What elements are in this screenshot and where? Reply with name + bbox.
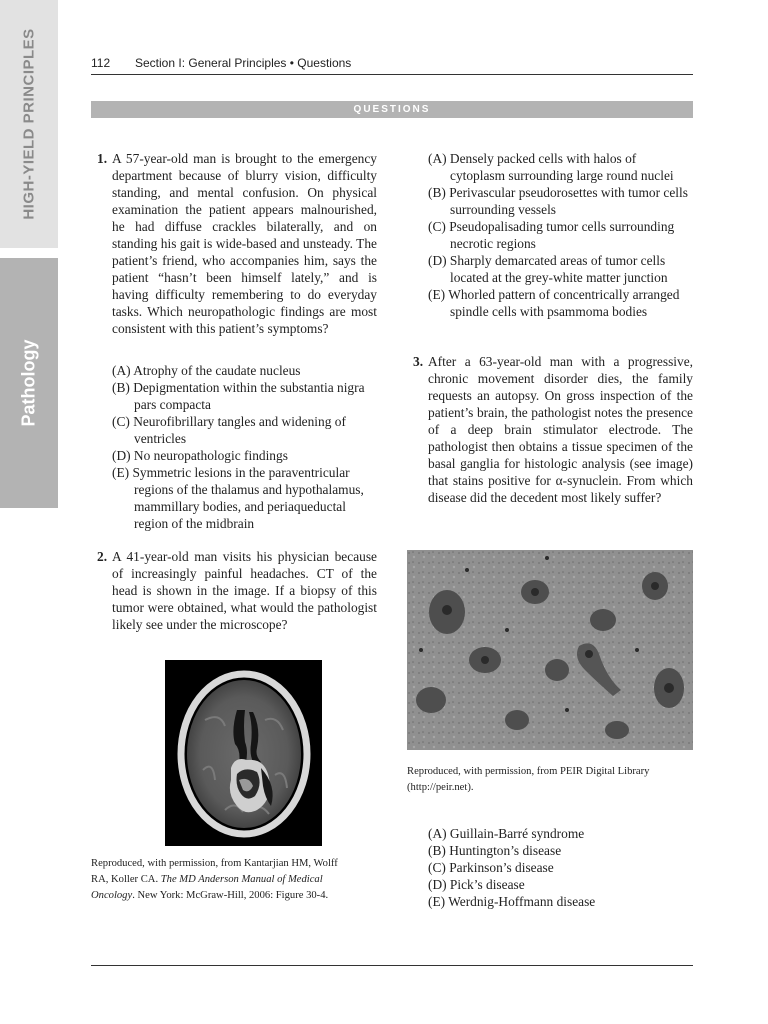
option-b[interactable]: (B) Depigmentation within the substantia nigra pars compacta — [112, 380, 365, 412]
questions-banner: QUESTIONS — [91, 101, 693, 118]
side-tab-label: Pathology — [18, 339, 39, 427]
question-stem: After a 63-year-old man with a progressive, chronic movement disorder dies, the family requests an autopsy. On gross inspection of the patient’s brain, the pathologist notes the presence of a deep brain stimulator electrode. The pathologist then obtains a tissue specimen of the basal ganglia for histologic analysis (see image) that stains positive for α-synuclein. From which disease did the decedent most likely suffer? — [428, 354, 693, 505]
option-d[interactable]: (D) Pick’s disease — [428, 877, 525, 892]
running-header — [91, 55, 693, 75]
ct-image-caption: Reproduced, with permission, from Kantarjian HM, Wolff RA, Koller CA. The MD Anderson Manual of Medical Oncology. New York: McGraw-Hill, 2006: Figure 30-4. — [91, 858, 338, 901]
book-title: The MD Anderson Manual of Medical Oncology — [91, 874, 323, 901]
side-tab-label: HIGH-YIELD PRINCIPLES — [20, 28, 38, 220]
option-e[interactable]: (E) Symmetric lesions in the paraventricular regions of the thalamus and hypothalamus, mammillary bodies, and periaqueductal region of the midbrain — [112, 465, 364, 531]
option-b[interactable]: (B) Perivascular pseudorosettes with tumor cells surrounding vessels — [428, 185, 688, 217]
question-number: 3. — [413, 354, 424, 369]
option-b[interactable]: (B) Huntington’s disease — [428, 843, 562, 858]
option-c[interactable]: (C) Parkinson’s disease — [428, 860, 554, 875]
neuron-micrograph-drawing — [407, 550, 693, 750]
answer-options — [112, 362, 377, 532]
question-number: 2. — [97, 549, 108, 564]
option-a[interactable]: (A) Atrophy of the caudate nucleus — [112, 363, 301, 378]
page-number: 112 — [91, 56, 111, 70]
option-c[interactable]: (C) Pseudopalisading tumor cells surrounding necrotic regions — [428, 219, 675, 251]
answer-options — [428, 825, 693, 910]
option-c[interactable]: (C) Neurofibrillary tangles and widening of ventricles — [112, 414, 346, 446]
question-stem: A 57-year-old man is brought to the emergency department because of blurry vision, difficulty standing, and mental confusion. On physical examination the patient appears malnourished, he had diffuse crackles bilaterally, and on standing his gait is wide-based and unsteady. The patient’s friend, who accompanies him, says the patient “hasn’t been himself lately,” and is having difficulty remembering to do everyday tasks. Which neuropathologic findings are most consistent with this patient’s symptoms? — [112, 151, 377, 336]
question-number: 1. — [97, 151, 108, 166]
brain-ct-drawing — [165, 660, 322, 846]
histology-image-caption: Reproduced, with permission, from PEIR Digital Library (http://peir.net). — [407, 766, 650, 793]
question-1 — [97, 150, 377, 337]
question-2 — [97, 548, 377, 633]
option-e[interactable]: (E) Whorled pattern of concentrically arranged spindle cells with psammoma bodies — [428, 287, 680, 319]
side-tab-pathology — [0, 258, 58, 508]
question-stem: A 41-year-old man visits his physician because of increasingly painful headaches. CT of the head is shown in the image. If a biopsy of this tumor were obtained, what would the pathologist likely see under the microscope? — [112, 549, 377, 632]
option-e[interactable]: (E) Werdnig-Hoffmann disease — [428, 894, 596, 909]
option-d[interactable]: (D) No neuropathologic findings — [112, 448, 288, 463]
answer-options — [428, 150, 693, 320]
question-3 — [413, 353, 693, 506]
section-title: Section I: General Principles • Questions — [135, 56, 352, 70]
option-a[interactable]: (A) Densely packed cells with halos of cytoplasm surrounding large round nuclei — [428, 151, 674, 183]
option-a[interactable]: (A) Guillain-Barré syndrome — [428, 826, 585, 841]
side-tab-high-yield — [0, 0, 58, 248]
histology-micrograph — [407, 550, 693, 750]
ct-scan-image — [165, 660, 322, 846]
footer-rule — [91, 965, 693, 966]
option-d[interactable]: (D) Sharply demarcated areas of tumor cells located at the grey-white matter junction — [428, 253, 668, 285]
